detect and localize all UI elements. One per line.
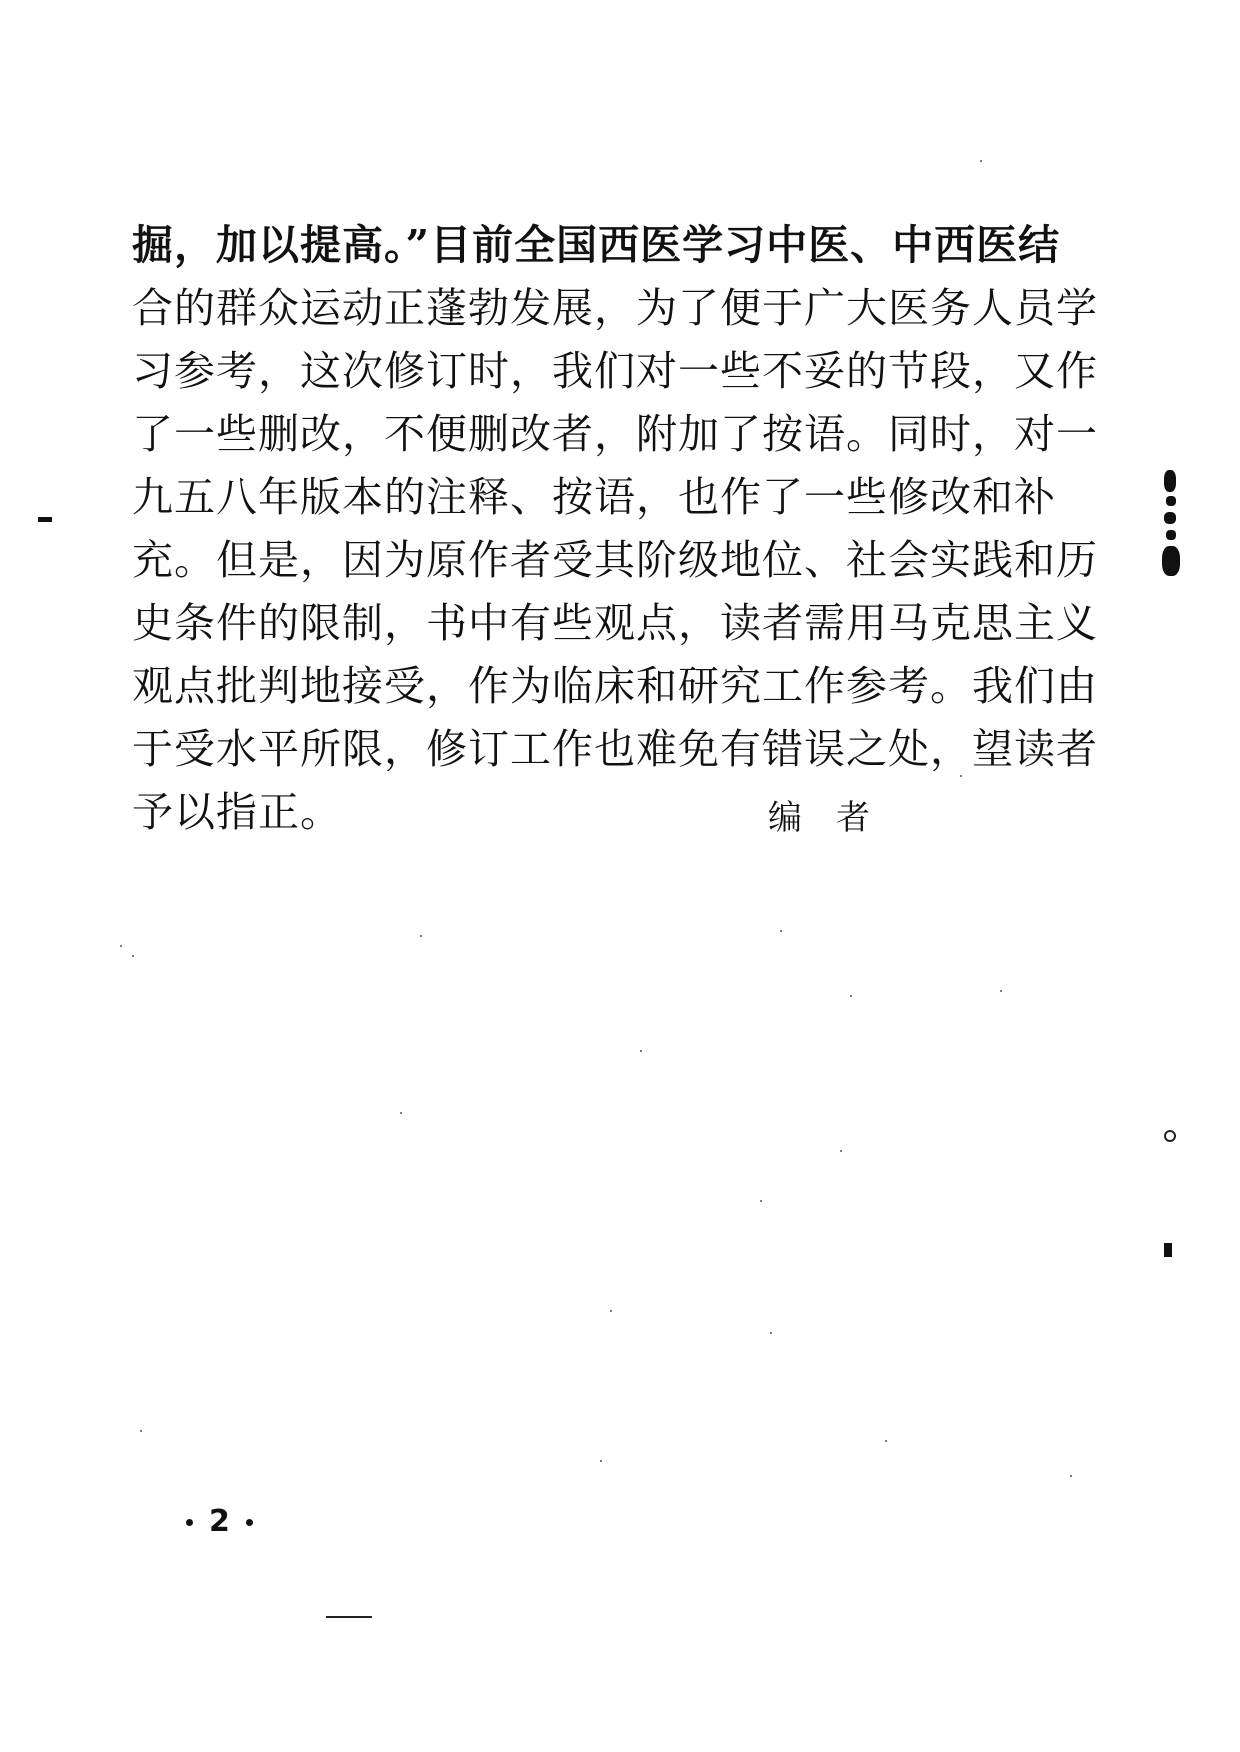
scan-speck (770, 1332, 772, 1334)
text-line: 于受水平所限，修订工作也难免有错误之处，望读者 (132, 725, 1098, 773)
page-number-value: 2 (209, 1504, 230, 1539)
scan-speck (640, 1050, 642, 1052)
scan-mark (1164, 1130, 1176, 1142)
scan-speck (1070, 1475, 1072, 1477)
author-signature: 编者 (768, 798, 904, 838)
page-number (170, 1504, 269, 1539)
scan-blot (1160, 470, 1182, 590)
text-line: 了一些删改，不便删改者，附加了按语。同时，对一 (132, 410, 1098, 458)
scan-speck (420, 935, 422, 937)
scan-speck (850, 995, 852, 997)
scan-speck (120, 945, 122, 947)
text-line: 合的群众运动正蓬勃发展，为了便于广大医务人员学 (132, 284, 1098, 332)
scan-speck (840, 1150, 842, 1152)
scan-speck (1000, 990, 1002, 992)
scan-speck (610, 1310, 612, 1312)
bullet-dot (246, 1519, 253, 1526)
scan-mark (1164, 1243, 1172, 1257)
text-line: 予以指正。 (132, 788, 342, 836)
bullet-dot (186, 1519, 193, 1526)
scan-speck (885, 1440, 887, 1442)
body-text (132, 214, 1098, 844)
scan-speck (780, 930, 782, 932)
footer-rule (326, 1616, 372, 1618)
text-line: 九五八年版本的注释、按语，也作了一些修改和补 (132, 473, 1056, 521)
text-line: 观点批判地接受，作为临床和研究工作参考。我们由 (132, 662, 1098, 710)
text-line: 掘，加以提高。”目前全国西医学习中医、中西医结 (132, 221, 1061, 269)
scan-mark (38, 517, 52, 522)
scan-speck (132, 955, 134, 957)
scan-speck (600, 1460, 602, 1462)
scan-speck (400, 1112, 402, 1114)
text-line: 史条件的限制，书中有些观点，读者需用马克思主义 (132, 599, 1098, 647)
scan-speck (760, 1200, 762, 1202)
scan-speck (980, 160, 982, 162)
scan-speck (960, 775, 962, 777)
scan-speck (140, 1430, 142, 1432)
text-line: 充。但是，因为原作者受其阶级地位、社会实践和历 (132, 536, 1098, 584)
text-line: 习参考，这次修订时，我们对一些不妥的节段，又作 (132, 347, 1098, 395)
